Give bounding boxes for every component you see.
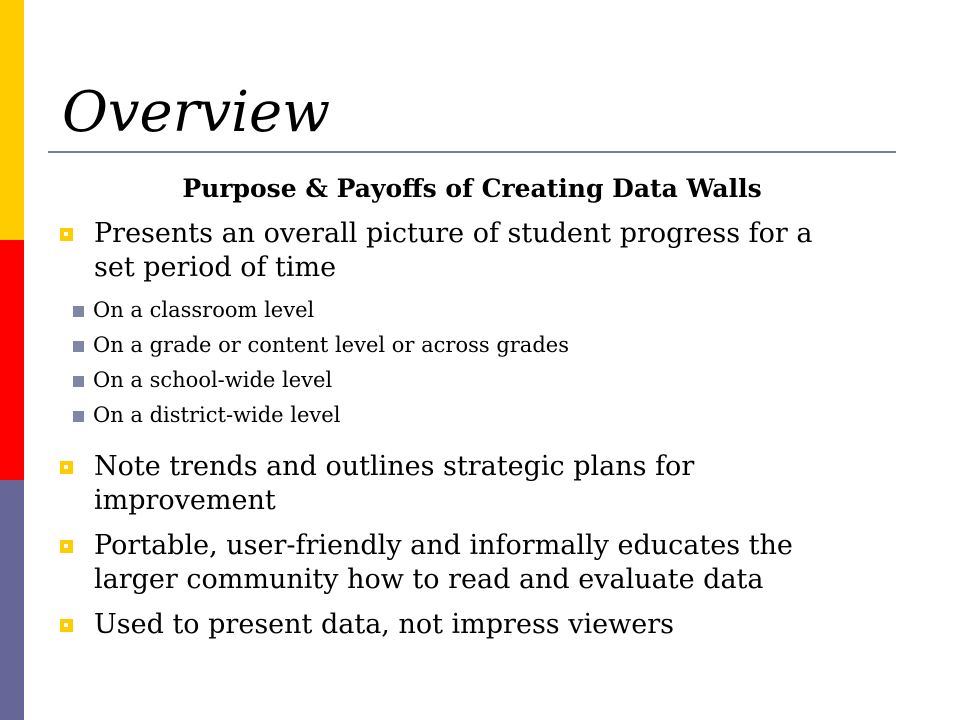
bullet-item [60, 450, 910, 518]
square-bullet-icon [60, 228, 73, 241]
bullet-line: Note trends and outlines strategic plans for [94, 451, 695, 482]
bullet-line: larger community how to read and evaluate data [94, 564, 764, 595]
bullet-list [60, 217, 910, 642]
sub-bullet-list [73, 293, 910, 433]
bullet-line: set period of time [94, 252, 337, 283]
bullet-line: Portable, user-friendly and informally educates the [94, 530, 793, 561]
side-bar-yellow [0, 0, 24, 240]
slide-subheading: Purpose & Payoffs of Creating Data Walls [182, 174, 762, 203]
sub-bullet-item [73, 293, 910, 328]
side-bar-red [0, 240, 24, 480]
slide-title: Overview [62, 80, 331, 145]
sub-bullet-text: On a classroom level [93, 298, 315, 322]
sub-bullet-text: On a school-wide level [93, 368, 333, 392]
bullet-item [60, 217, 910, 285]
sub-bullet-item [73, 363, 910, 398]
square-bullet-icon [60, 461, 73, 474]
square-sub-bullet-icon [73, 306, 84, 317]
sub-bullet-item [73, 398, 910, 433]
square-sub-bullet-icon [73, 411, 84, 422]
bullet-line: Presents an overall picture of student progress for a [94, 218, 813, 249]
side-bar-purple [0, 480, 24, 720]
square-bullet-icon [60, 540, 73, 553]
bullet-line: improvement [94, 485, 276, 516]
sub-bullet-item [73, 328, 910, 363]
square-bullet-icon [60, 619, 73, 632]
sub-bullet-text: On a district-wide level [93, 403, 341, 427]
bullet-item [60, 608, 910, 642]
bullet-item [60, 529, 910, 597]
sub-bullet-text: On a grade or content level or across grades [93, 333, 569, 357]
square-sub-bullet-icon [73, 376, 84, 387]
bullet-line: Used to present data, not impress viewers [94, 609, 674, 640]
square-sub-bullet-icon [73, 341, 84, 352]
title-divider [48, 151, 896, 153]
